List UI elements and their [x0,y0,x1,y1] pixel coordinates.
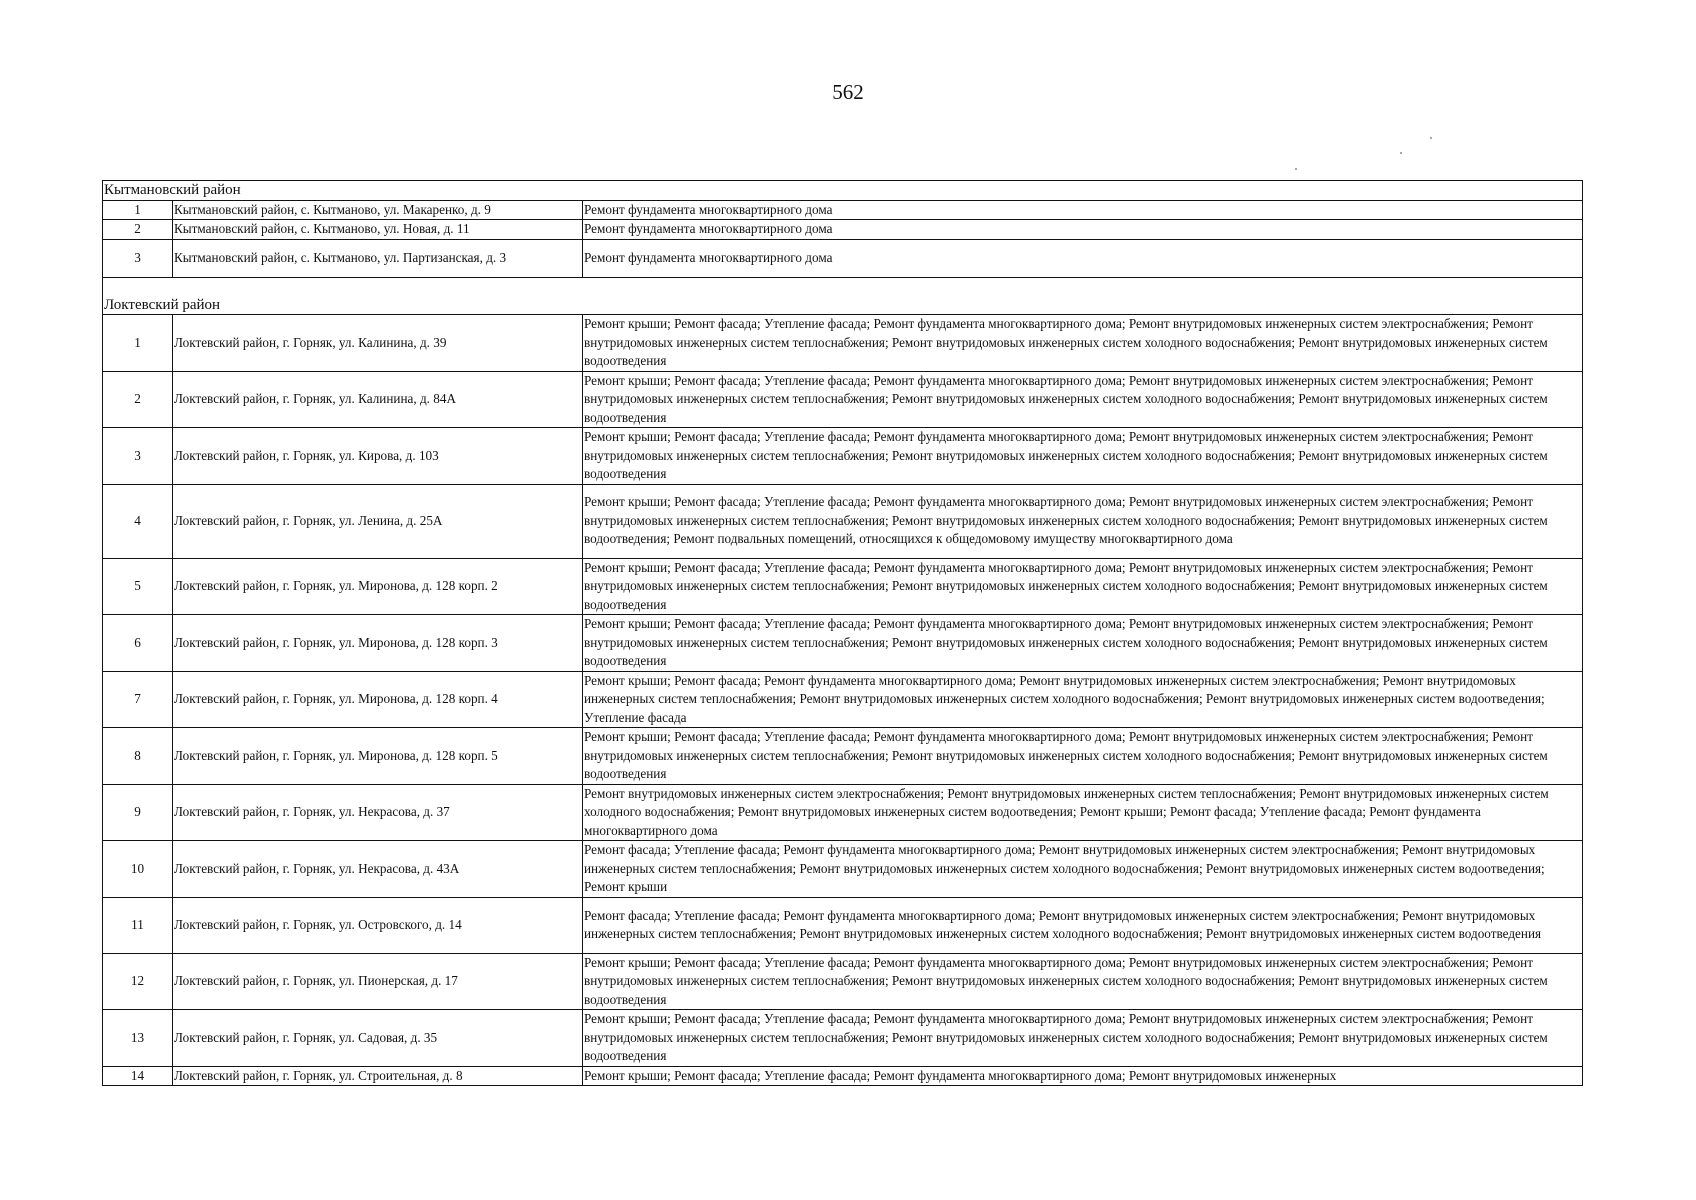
row-number: 12 [103,953,173,1010]
register-body [103,181,1583,1086]
table-row [103,671,1583,728]
row-number: 7 [103,671,173,728]
row-address: Локтевский район, г. Горняк, ул. Миронова, д. 128 корп. 4 [173,671,583,728]
district-name: Локтевский район [103,277,1583,315]
district-name: Кытмановский район [103,181,1583,201]
table-row [103,1066,1583,1086]
row-number: 9 [103,784,173,841]
row-works: Ремонт фундамента многоквартирного дома [583,220,1583,240]
scan-speck [1295,168,1297,170]
table-row [103,428,1583,485]
row-address: Локтевский район, г. Горняк, ул. Островского, д. 14 [173,897,583,953]
row-number: 8 [103,728,173,785]
row-number: 1 [103,200,173,220]
row-address: Локтевский район, г. Горняк, ул. Миронова, д. 128 корп. 5 [173,728,583,785]
row-works: Ремонт крыши; Ремонт фасада; Утепление фасада; Ремонт фундамента многоквартирного дома; Ремонт внутридомовых инженерных систем электроснабжения; Ремонт внутридомовых инженерных систем теплоснабжения; Ремонт внутридомовых инженерных систем холодного водоснабжения; Ремонт внутридомовых инженерных систем водоотведения [583,558,1583,615]
row-address: Локтевский район, г. Горняк, ул. Некрасова, д. 43А [173,841,583,898]
page-number: 562 [832,80,864,104]
district-header-row [103,181,1583,201]
row-works: Ремонт крыши; Ремонт фасада; Утепление фасада; Ремонт фундамента многоквартирного дома; Ремонт внутридомовых инженерных систем электроснабжения; Ремонт внутридомовых инженерных систем теплоснабжения; Ремонт внутридомовых инженерных систем холодного водоснабжения; Ремонт внутридомовых инженерных систем водоотведения [583,1010,1583,1067]
scan-speck [1430,137,1432,139]
table-row [103,558,1583,615]
row-works: Ремонт крыши; Ремонт фасада; Утепление фасада; Ремонт фундамента многоквартирного дома; Ремонт внутридомовых инженерных систем электроснабжения; Ремонт внутридомовых инженерных систем теплоснабжения; Ремонт внутридомовых инженерных систем холодного водоснабжения; Ремонт внутридомовых инженерных систем водоотведения [583,428,1583,485]
table-row [103,1010,1583,1067]
row-number: 5 [103,558,173,615]
row-address: Локтевский район, г. Горняк, ул. Пионерская, д. 17 [173,953,583,1010]
table-row [103,953,1583,1010]
row-works: Ремонт крыши; Ремонт фасада; Утепление фасада; Ремонт фундамента многоквартирного дома; Ремонт внутридомовых инженерных систем электроснабжения; Ремонт внутридомовых инженерных систем теплоснабжения; Ремонт внутридомовых инженерных систем холодного водоснабжения; Ремонт внутридомовых инженерных систем водоотведения [583,953,1583,1010]
table-row [103,484,1583,558]
row-address: Кытмановский район, с. Кытманово, ул. Партизанская, д. 3 [173,239,583,277]
row-works: Ремонт фундамента многоквартирного дома [583,200,1583,220]
row-number: 13 [103,1010,173,1067]
row-number: 2 [103,220,173,240]
table-row [103,615,1583,672]
repair-register-table [102,180,1583,1086]
district-header-row [103,277,1583,315]
row-works: Ремонт внутридомовых инженерных систем электроснабжения; Ремонт внутридомовых инженерных систем теплоснабжения; Ремонт внутридомовых инженерных систем холодного водоснабжения; Ремонт внутридомовых инженерных систем водоотведения; Ремонт крыши; Ремонт фасада; Утепление фасада; Ремонт фундамента многоквартирного дома [583,784,1583,841]
row-number: 1 [103,315,173,372]
row-number: 2 [103,371,173,428]
row-address: Локтевский район, г. Горняк, ул. Миронова, д. 128 корп. 3 [173,615,583,672]
row-number: 6 [103,615,173,672]
row-works: Ремонт фасада; Утепление фасада; Ремонт фундамента многоквартирного дома; Ремонт внутридомовых инженерных систем электроснабжения; Ремонт внутридомовых инженерных систем теплоснабжения; Ремонт внутридомовых инженерных систем холодного водоснабжения; Ремонт внутридомовых инженерных систем водоотведения; Ремонт крыши [583,841,1583,898]
row-works: Ремонт крыши; Ремонт фасада; Ремонт фундамента многоквартирного дома; Ремонт внутридомовых инженерных систем электроснабжения; Ремонт внутридомовых инженерных систем теплоснабжения; Ремонт внутридомовых инженерных систем холодного водоснабжения; Ремонт внутридомовых инженерных систем водоотведения; Утепление фасада [583,671,1583,728]
table-row [103,239,1583,277]
row-number: 10 [103,841,173,898]
table-row [103,200,1583,220]
row-number: 3 [103,428,173,485]
row-address: Локтевский район, г. Горняк, ул. Садовая, д. 35 [173,1010,583,1067]
row-address: Локтевский район, г. Горняк, ул. Калинина, д. 39 [173,315,583,372]
row-address: Локтевский район, г. Горняк, ул. Кирова, д. 103 [173,428,583,485]
row-number: 3 [103,239,173,277]
table-row [103,220,1583,240]
row-works: Ремонт крыши; Ремонт фасада; Утепление фасада; Ремонт фундамента многоквартирного дома; Ремонт внутридомовых инженерных систем электроснабжения; Ремонт внутридомовых инженерных систем теплоснабжения; Ремонт внутридомовых инженерных систем холодного водоснабжения; Ремонт внутридомовых инженерных систем водоотведения [583,315,1583,372]
row-address: Кытмановский район, с. Кытманово, ул. Новая, д. 11 [173,220,583,240]
row-works: Ремонт фасада; Утепление фасада; Ремонт фундамента многоквартирного дома; Ремонт внутридомовых инженерных систем электроснабжения; Ремонт внутридомовых инженерных систем теплоснабжения; Ремонт внутридомовых инженерных систем холодного водоснабжения; Ремонт внутридомовых инженерных систем водоотведения [583,897,1583,953]
row-number: 14 [103,1066,173,1086]
row-works: Ремонт крыши; Ремонт фасада; Утепление фасада; Ремонт фундамента многоквартирного дома; Ремонт внутридомовых инженерных систем электроснабжения; Ремонт внутридомовых инженерных систем теплоснабжения; Ремонт внутридомовых инженерных систем холодного водоснабжения; Ремонт внутридомовых инженерных систем водоотведения [583,728,1583,785]
row-address: Локтевский район, г. Горняк, ул. Ленина, д. 25А [173,484,583,558]
table-row [103,315,1583,372]
row-address: Локтевский район, г. Горняк, ул. Некрасова, д. 37 [173,784,583,841]
table-row [103,784,1583,841]
row-works: Ремонт крыши; Ремонт фасада; Утепление фасада; Ремонт фундамента многоквартирного дома; Ремонт внутридомовых инженерных [583,1066,1583,1086]
table-row [103,841,1583,898]
scan-speck [1400,152,1402,154]
row-works: Ремонт фундамента многоквартирного дома [583,239,1583,277]
table-row [103,728,1583,785]
row-address: Локтевский район, г. Горняк, ул. Калинина, д. 84А [173,371,583,428]
row-number: 4 [103,484,173,558]
row-address: Локтевский район, г. Горняк, ул. Строительная, д. 8 [173,1066,583,1086]
row-works: Ремонт крыши; Ремонт фасада; Утепление фасада; Ремонт фундамента многоквартирного дома; Ремонт внутридомовых инженерных систем электроснабжения; Ремонт внутридомовых инженерных систем теплоснабжения; Ремонт внутридомовых инженерных систем холодного водоснабжения; Ремонт внутридомовых инженерных систем водоотведения [583,371,1583,428]
row-address: Кытмановский район, с. Кытманово, ул. Макаренко, д. 9 [173,200,583,220]
table-row [103,897,1583,953]
row-works: Ремонт крыши; Ремонт фасада; Утепление фасада; Ремонт фундамента многоквартирного дома; Ремонт внутридомовых инженерных систем электроснабжения; Ремонт внутридомовых инженерных систем теплоснабжения; Ремонт внутридомовых инженерных систем холодного водоснабжения; Ремонт внутридомовых инженерных систем водоотведения; Ремонт подвальных помещений, относящихся к общедомовому имуществу многоквартирного дома [583,484,1583,558]
table-row [103,371,1583,428]
row-number: 11 [103,897,173,953]
row-address: Локтевский район, г. Горняк, ул. Миронова, д. 128 корп. 2 [173,558,583,615]
row-works: Ремонт крыши; Ремонт фасада; Утепление фасада; Ремонт фундамента многоквартирного дома; Ремонт внутридомовых инженерных систем электроснабжения; Ремонт внутридомовых инженерных систем теплоснабжения; Ремонт внутридомовых инженерных систем холодного водоснабжения; Ремонт внутридомовых инженерных систем водоотведения [583,615,1583,672]
